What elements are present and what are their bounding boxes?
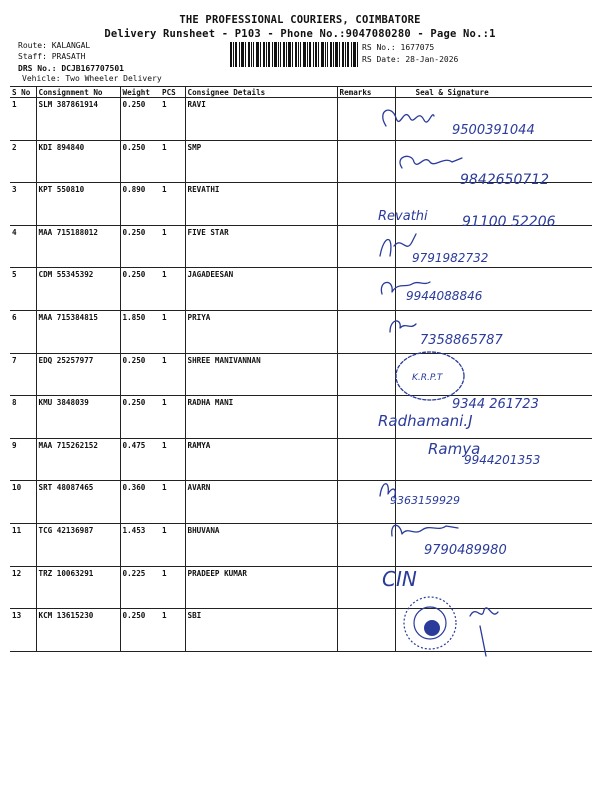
row-remarks [337,566,395,609]
row-sno: 8 [10,396,36,439]
row-pcs: 1 [160,523,185,566]
staff: Staff: PRASATH [18,52,86,61]
row-weight: 0.475 [120,438,160,481]
row-consignment-no: KMU 3848039 [36,396,120,439]
row-remarks [337,438,395,481]
row-pcs: 1 [160,353,185,396]
signature-phone-10: 9363159929 [390,494,460,507]
col-weight-header: Weight [120,87,160,98]
row-consignment-no: MAA 715262152 [36,438,120,481]
row-consignment-no: TRZ 10063291 [36,566,120,609]
row-remarks [337,481,395,524]
table-row [10,353,592,396]
row-pcs: 1 [160,438,185,481]
vehicle: Vehicle: Two Wheeler Delivery [22,74,162,83]
row-signature-cell [395,566,592,609]
row-sno: 6 [10,310,36,353]
row-sno: 11 [10,523,36,566]
row-sno: 1 [10,98,36,141]
signature-phone-8: 9344 261723 [452,397,539,412]
row-consignee: PRIYA [185,310,337,353]
row-signature-cell [395,481,592,524]
seal-stamp-text-7: K.R.P.T [412,373,443,383]
row-sno: 10 [10,481,36,524]
row-remarks [337,310,395,353]
row-weight: 1.453 [120,523,160,566]
row-weight: 0.890 [120,183,160,226]
row-consignee: FIVE STAR [185,225,337,268]
row-consignee: RAVI [185,98,337,141]
row-signature-cell [395,140,592,183]
table-row [10,140,592,183]
row-signature-cell [395,183,592,226]
col-remarks-header: Remarks [337,87,395,98]
row-remarks [337,183,395,226]
row-pcs: 1 [160,609,185,652]
col-sno-header: S No [10,87,36,98]
row-consignee: AVARN [185,481,337,524]
row-weight: 1.850 [120,310,160,353]
row-sno: 3 [10,183,36,226]
signature-phone-2: 9842650712 [460,172,550,188]
signature-phone-1: 9500391044 [452,123,535,138]
row-consignee: RADHA MANI [185,396,337,439]
row-pcs: 1 [160,396,185,439]
row-consignee: REVATHI [185,183,337,226]
row-pcs: 1 [160,183,185,226]
row-consignee: PRADEEP KUMAR [185,566,337,609]
row-pcs: 1 [160,481,185,524]
row-signature-cell [395,438,592,481]
rs-number: RS No.: 1677075 [362,43,435,52]
table-row [10,523,592,566]
row-pcs: 1 [160,98,185,141]
row-sno: 9 [10,438,36,481]
row-signature-cell [395,225,592,268]
col-consignment-header: Consignment No [36,87,120,98]
company-title: THE PROFESSIONAL COURIERS, COIMBATORE [179,14,421,26]
row-signature-cell [395,353,592,396]
signature-phone-9: 9944201353 [464,453,541,467]
row-consignee: SHREE MANIVANNAN [185,353,337,396]
row-remarks [337,225,395,268]
row-pcs: 1 [160,225,185,268]
row-remarks [337,609,395,652]
row-remarks [337,523,395,566]
table-row [10,225,592,268]
row-remarks [337,353,395,396]
row-sno: 4 [10,225,36,268]
row-remarks [337,98,395,141]
runsheet-table [10,86,592,652]
col-consignee-header: Consignee Details [185,87,337,98]
row-consignee: SMP [185,140,337,183]
row-consignment-no: KDI 894840 [36,140,120,183]
row-weight: 0.250 [120,268,160,311]
row-weight: 0.360 [120,481,160,524]
row-pcs: 1 [160,268,185,311]
row-pcs: 1 [160,140,185,183]
row-signature-cell [395,523,592,566]
row-consignment-no: TCG 42136987 [36,523,120,566]
row-weight: 0.250 [120,98,160,141]
row-consignee: JAGADEESAN [185,268,337,311]
row-pcs: 1 [160,566,185,609]
row-consignee: RAMYA [185,438,337,481]
row-consignment-no: MAA 715384815 [36,310,120,353]
row-sno: 2 [10,140,36,183]
signature-initials-12: CIN [382,567,417,591]
col-pcs-header: PCS [160,87,185,98]
row-consignment-no: CDM 55345392 [36,268,120,311]
row-consignment-no: KCM 13615230 [36,609,120,652]
barcode [230,42,358,67]
col-signature-header: Seal & Signature [395,87,592,98]
row-consignee: SBI [185,609,337,652]
row-sno: 13 [10,609,36,652]
row-signature-cell [395,268,592,311]
row-signature-cell [395,609,592,652]
drs-number: DRS No.: DCJB167707501 [18,64,124,73]
row-remarks [337,396,395,439]
row-sno: 5 [10,268,36,311]
row-remarks [337,140,395,183]
row-consignment-no: EDQ 25257977 [36,353,120,396]
row-consignment-no: MAA 715188012 [36,225,120,268]
signature-name-9: Ramya [428,440,481,458]
row-pcs: 1 [160,310,185,353]
row-signature-cell [395,310,592,353]
table-header-row [10,87,592,98]
table-row [10,481,592,524]
route: Route: KALANGAL [18,41,91,50]
runsheet-subtitle: Delivery Runsheet - P103 - Phone No.:9047080280 - Page No.:1 [104,28,496,40]
row-weight: 0.250 [120,225,160,268]
table-row [10,268,592,311]
signature-phone-5: 9944088846 [406,289,483,303]
rs-date: RS Date: 28-Jan-2026 [362,55,459,64]
signature-phone-4: 9791982732 [412,251,489,265]
signature-name-3: Revathi [378,209,428,224]
table-row [10,98,592,141]
table-row [10,609,592,652]
row-weight: 0.250 [120,353,160,396]
row-sno: 12 [10,566,36,609]
row-signature-cell [395,396,592,439]
row-signature-cell [395,98,592,141]
row-weight: 0.250 [120,396,160,439]
signature-name-8: Radhamani.J [378,412,473,430]
signature-phone-6: 7358865787 [420,333,503,348]
row-weight: 0.225 [120,566,160,609]
row-consignment-no: SLM 387861914 [36,98,120,141]
signature-phone-3: 91100 52206 [462,214,556,230]
row-consignment-no: KPT 550810 [36,183,120,226]
row-consignee: BHUVANA [185,523,337,566]
row-sno: 7 [10,353,36,396]
row-remarks [337,268,395,311]
table-row [10,183,592,226]
table-row [10,310,592,353]
row-consignment-no: SRT 48087465 [36,481,120,524]
signature-phone-11: 9790489980 [424,543,507,558]
row-weight: 0.250 [120,140,160,183]
row-weight: 0.250 [120,609,160,652]
table-row [10,396,592,439]
table-row [10,438,592,481]
table-row [10,566,592,609]
